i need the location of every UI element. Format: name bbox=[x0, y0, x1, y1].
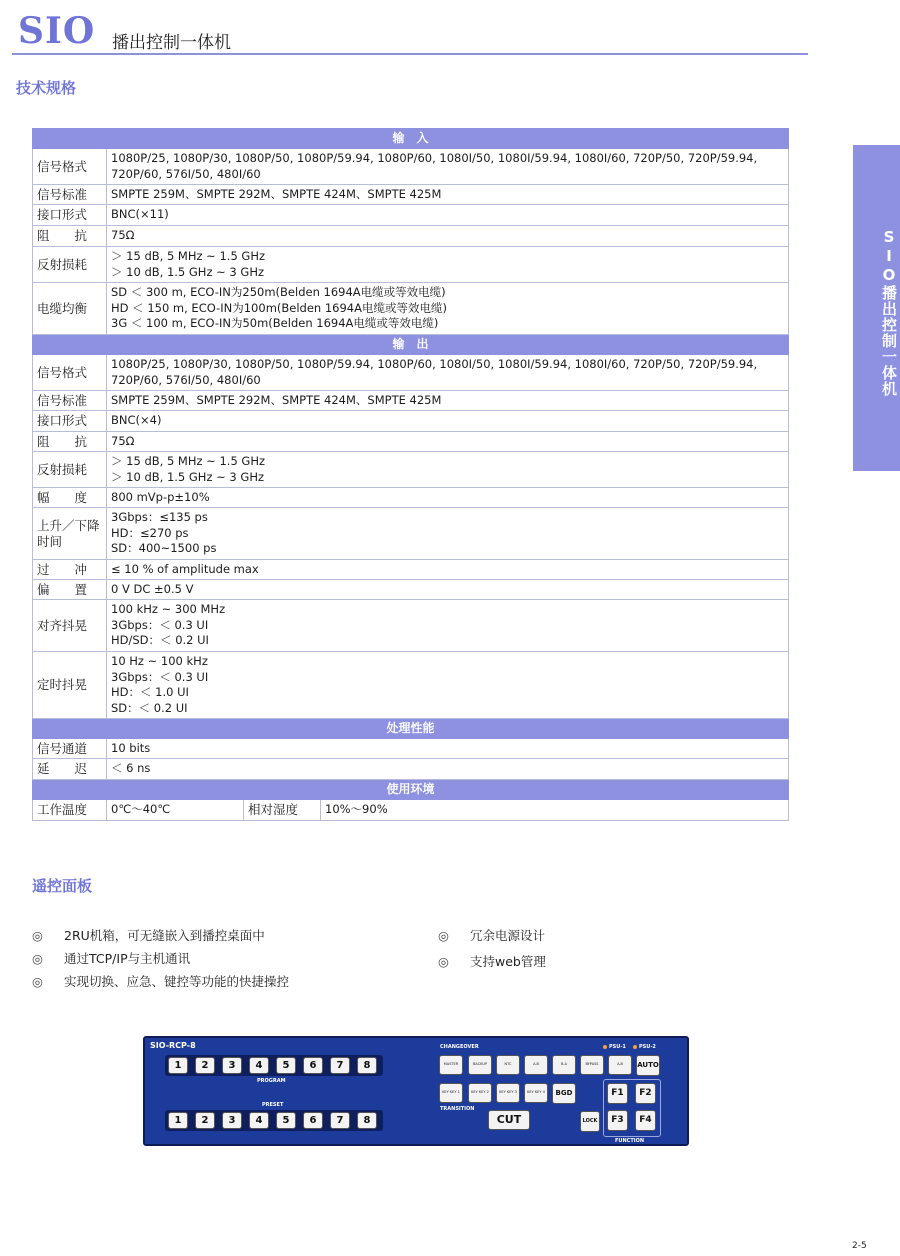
row-value: 1080P/25, 1080P/30, 1080P/50, 1080P/59.94, 1080P/60, 1080I/50, 1080I/59.94, 1080I/60, 720P/50, 720P/59.94, 720P/60, 576I/50, 480I/60 bbox=[107, 149, 789, 185]
remote-section-title: 遥控面板 bbox=[32, 877, 93, 895]
value-line: ＞ 15 dB, 5 MHz ~ 1.5 GHz bbox=[111, 249, 266, 263]
program-button-6[interactable]: 6 bbox=[303, 1057, 323, 1074]
program-button-8[interactable]: 8 bbox=[357, 1057, 377, 1074]
brand-logo: SIO bbox=[18, 10, 96, 52]
row-value bbox=[107, 600, 789, 652]
band-environment: 使用环境 bbox=[33, 780, 789, 800]
preset-button-3[interactable]: 3 bbox=[222, 1112, 242, 1129]
bullet-text: 2RU机箱，可无缝嵌入到播控桌面中 bbox=[64, 928, 265, 943]
function-label: FUNCTION bbox=[615, 1138, 645, 1144]
row-value bbox=[107, 283, 789, 335]
value-line: HD/SD：＜ 0.2 UI bbox=[111, 633, 209, 648]
value-line: ＞ 10 dB, 1.5 GHz ~ 3 GHz bbox=[111, 264, 264, 279]
row-label: 幅 度 bbox=[33, 488, 107, 508]
program-row bbox=[165, 1055, 383, 1076]
value-line: ＞ 15 dB, 5 MHz ~ 1.5 GHz bbox=[111, 454, 266, 468]
row-label: 接口形式 bbox=[33, 411, 107, 432]
value-line: 100 kHz ~ 300 MHz bbox=[111, 602, 226, 617]
spec-section-title: 技术规格 bbox=[16, 79, 77, 97]
band-output: 输 出 bbox=[33, 335, 789, 355]
row-value: 0 V DC ±0.5 V bbox=[107, 580, 789, 600]
row-value: BNC(×11) bbox=[107, 205, 789, 226]
row-label: 信号通道 bbox=[33, 739, 107, 759]
psu1-label: PSU-1 bbox=[609, 1044, 626, 1050]
cut-button[interactable]: CUT bbox=[488, 1110, 530, 1130]
value-line: 3G ＜ 100 m, ECO-IN为50m(Belden 1694A电缆或等效电缆) bbox=[111, 316, 439, 331]
bullet-item bbox=[32, 949, 190, 967]
row-label: 上升／下降时间 bbox=[33, 508, 107, 560]
program-button-2[interactable]: 2 bbox=[195, 1057, 215, 1074]
row-value bbox=[107, 247, 789, 283]
psu1-led bbox=[603, 1045, 607, 1049]
bullet-icon: ◎ bbox=[32, 974, 43, 989]
row-value: 10%～90% bbox=[321, 800, 789, 821]
row-label: 信号格式 bbox=[33, 149, 107, 185]
value-line: SD：400~1500 ps bbox=[111, 541, 217, 556]
page-number: 2-5 bbox=[852, 1241, 867, 1251]
row-value: 10 bits bbox=[107, 739, 789, 759]
value-line: HD ＜ 150 m, ECO-IN为100m(Belden 1694A电缆或等效电缆) bbox=[111, 300, 447, 315]
row-label: 工作温度 bbox=[33, 800, 107, 821]
program-button-3[interactable]: 3 bbox=[222, 1057, 242, 1074]
transition-label: TRANSITION bbox=[440, 1106, 475, 1112]
value-line: 10 Hz ~ 100 kHz bbox=[111, 654, 208, 668]
preset-row bbox=[165, 1110, 383, 1131]
bullet-item bbox=[438, 926, 545, 944]
preset-button-8[interactable]: 8 bbox=[357, 1112, 377, 1129]
program-label: PROGRAM bbox=[257, 1078, 286, 1084]
row-label: 反射损耗 bbox=[33, 247, 107, 283]
row-value bbox=[107, 508, 789, 560]
row-label: 偏 置 bbox=[33, 580, 107, 600]
row-value: 0℃～40℃ bbox=[107, 800, 244, 821]
program-button-4[interactable]: 4 bbox=[249, 1057, 269, 1074]
changeover-button-ntc[interactable]: NTC bbox=[496, 1055, 520, 1075]
changeover-label: CHANGEOVER bbox=[440, 1044, 479, 1050]
band-input: 输 入 bbox=[33, 129, 789, 149]
bullet-text: 通过TCP/IP与主机通讯 bbox=[64, 951, 191, 966]
spec-table bbox=[32, 128, 789, 821]
preset-button-2[interactable]: 2 bbox=[195, 1112, 215, 1129]
key-button-3[interactable]: KEY KEY 3 bbox=[496, 1083, 520, 1103]
row-value: 75Ω bbox=[107, 226, 789, 247]
bullet-icon: ◎ bbox=[32, 928, 43, 943]
preset-label: PRESET bbox=[262, 1102, 284, 1108]
row-label: 反射损耗 bbox=[33, 452, 107, 488]
row-label: 相对湿度 bbox=[244, 800, 321, 821]
row-value: 1080P/25, 1080P/30, 1080P/50, 1080P/59.94, 1080P/60, 1080I/50, 1080I/59.94, 1080I/60, 720P/50, 720P/59.94, 720P/60, 576I/50, 480I/60 bbox=[107, 355, 789, 391]
changeover-button-b-a[interactable]: B-A bbox=[552, 1055, 576, 1075]
row-value: ≤ 10 % of amplitude max bbox=[107, 560, 789, 580]
row-label: 定时抖晃 bbox=[33, 652, 107, 719]
row-label: 电缆均衡 bbox=[33, 283, 107, 335]
preset-button-5[interactable]: 5 bbox=[276, 1112, 296, 1129]
row-value: ＜ 6 ns bbox=[107, 759, 789, 780]
lock-button[interactable]: LOCK bbox=[580, 1111, 600, 1132]
bullet-icon: ◎ bbox=[438, 954, 449, 969]
key-button-1[interactable]: KEY KEY 1 bbox=[439, 1083, 463, 1103]
remote-panel-image bbox=[143, 1036, 689, 1146]
changeover-button-a-b[interactable]: A-B bbox=[524, 1055, 548, 1075]
bgd-button[interactable]: BGD bbox=[552, 1083, 576, 1104]
row-label: 过 冲 bbox=[33, 560, 107, 580]
program-button-5[interactable]: 5 bbox=[276, 1057, 296, 1074]
row-value: SMPTE 259M、SMPTE 292M、SMPTE 424M、SMPTE 425M bbox=[107, 391, 789, 411]
value-line: 3Gbps：≤135 ps bbox=[111, 510, 208, 525]
preset-button-6[interactable]: 6 bbox=[303, 1112, 323, 1129]
value-line: ＞ 10 dB, 1.5 GHz ~ 3 GHz bbox=[111, 469, 264, 484]
psu2-label: PSU-2 bbox=[639, 1044, 656, 1050]
function-button-f2[interactable]: F2 bbox=[635, 1083, 656, 1104]
value-line: HD：≤270 ps bbox=[111, 525, 189, 540]
value-line: 3Gbps：＜ 0.3 UI bbox=[111, 669, 209, 684]
preset-button-4[interactable]: 4 bbox=[249, 1112, 269, 1129]
row-value bbox=[107, 652, 789, 719]
auto-button[interactable]: AUTO bbox=[636, 1055, 660, 1076]
value-line: SD：＜ 0.2 UI bbox=[111, 700, 188, 715]
bullet-icon: ◎ bbox=[438, 928, 449, 943]
value-line: 3Gbps：＜ 0.3 UI bbox=[111, 617, 209, 632]
row-value bbox=[107, 452, 789, 488]
key-button-2[interactable]: KEY KEY 2 bbox=[468, 1083, 492, 1103]
row-label: 信号格式 bbox=[33, 355, 107, 391]
band-processing: 处理性能 bbox=[33, 719, 789, 739]
value-line: SD ＜ 300 m, ECO-IN为250m(Belden 1694A电缆或等效电缆) bbox=[111, 285, 446, 300]
preset-button-7[interactable]: 7 bbox=[330, 1112, 350, 1129]
bullet-text: 支持web管理 bbox=[470, 954, 546, 969]
bullet-item bbox=[32, 972, 289, 990]
panel-model-label: SIO-RCP-8 bbox=[150, 1041, 196, 1050]
program-button-1[interactable]: 1 bbox=[168, 1057, 188, 1074]
row-label: 阻 抗 bbox=[33, 226, 107, 247]
function-button-f4[interactable]: F4 bbox=[635, 1110, 656, 1131]
page-title: 播出控制一体机 bbox=[112, 33, 231, 53]
row-value: 75Ω bbox=[107, 432, 789, 452]
key-button-4[interactable]: KEY KEY 4 bbox=[524, 1083, 548, 1103]
psu2-led bbox=[633, 1045, 637, 1049]
row-label: 接口形式 bbox=[33, 205, 107, 226]
header-divider bbox=[12, 53, 808, 55]
changeover-button-a-b-2[interactable]: A-B bbox=[608, 1055, 632, 1075]
row-label: 信号标准 bbox=[33, 185, 107, 205]
bullet-item bbox=[438, 952, 546, 970]
row-label: 阻 抗 bbox=[33, 432, 107, 452]
changeover-button-master[interactable]: MASTER bbox=[439, 1055, 463, 1075]
program-button-7[interactable]: 7 bbox=[330, 1057, 350, 1074]
changeover-button-backup[interactable]: BACKUP bbox=[468, 1055, 492, 1075]
function-button-f3[interactable]: F3 bbox=[607, 1110, 628, 1131]
row-label: 对齐抖晃 bbox=[33, 600, 107, 652]
bullet-icon: ◎ bbox=[32, 951, 43, 966]
row-value: BNC(×4) bbox=[107, 411, 789, 432]
preset-button-1[interactable]: 1 bbox=[168, 1112, 188, 1129]
bullet-text: 冗余电源设计 bbox=[470, 928, 546, 943]
row-value: SMPTE 259M、SMPTE 292M、SMPTE 424M、SMPTE 425M bbox=[107, 185, 789, 205]
bullet-item bbox=[32, 926, 265, 944]
bullet-text: 实现切换、应急、键控等功能的快捷操控 bbox=[64, 974, 290, 989]
value-line: HD：＜ 1.0 UI bbox=[111, 685, 189, 699]
side-tab: SIO播出控制一体机 bbox=[853, 145, 900, 471]
function-button-f1[interactable]: F1 bbox=[607, 1083, 628, 1104]
changeover-button-bypass[interactable]: BYPASS bbox=[580, 1055, 604, 1075]
row-value: 800 mVp-p±10% bbox=[107, 488, 789, 508]
row-label: 信号标准 bbox=[33, 391, 107, 411]
row-label: 延 迟 bbox=[33, 759, 107, 780]
